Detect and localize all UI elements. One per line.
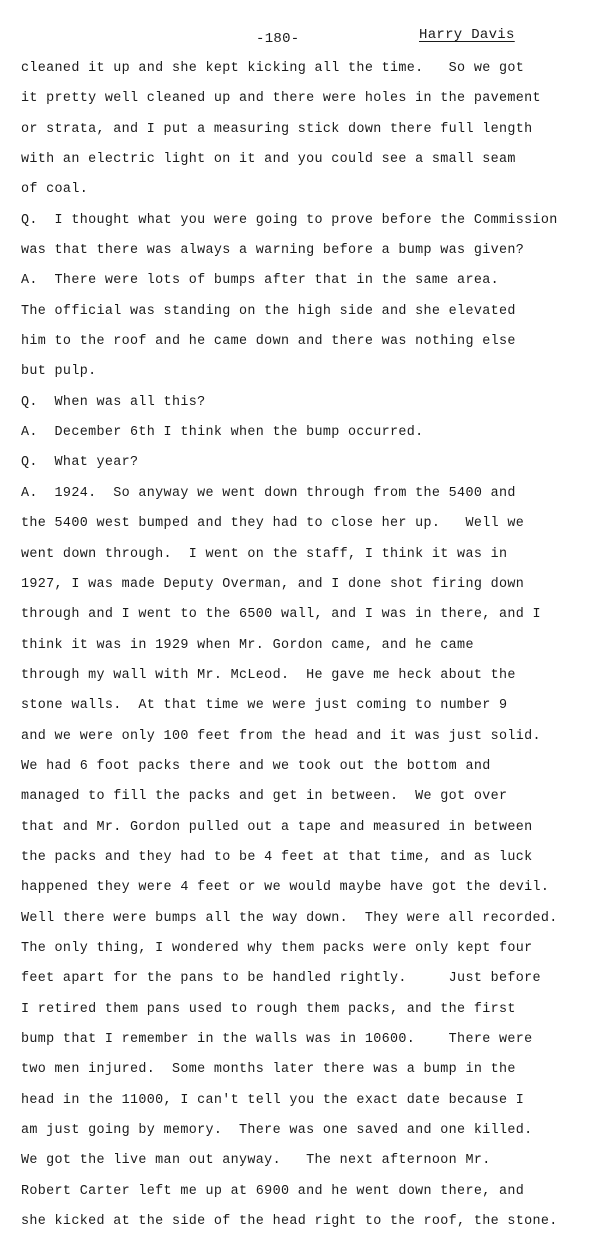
text-line: through and I went to the 6500 wall, and I was in there, and I [21, 607, 541, 623]
text-line: with an electric light on it and you could see a small seam [21, 152, 516, 168]
text-line: or strata, and I put a measuring stick down there full length [21, 121, 533, 137]
question-line: Q. When was all this? [21, 394, 206, 410]
text-line: head in the 11000, I can't tell you the exact date because I [21, 1092, 525, 1108]
text-line: We got the live man out anyway. The next afternoon Mr. [21, 1153, 491, 1169]
answer-line: A. There were lots of bumps after that in the same area. [21, 273, 499, 289]
text-line: and we were only 100 feet from the head and it was just solid. [21, 728, 541, 744]
text-line: stone walls. At that time we were just coming to number 9 [21, 698, 508, 714]
text-line: Well there were bumps all the way down. They were all recorded. [21, 910, 558, 926]
question-line: Q. What year? [21, 455, 139, 471]
text-line: The official was standing on the high side and she elevated [21, 303, 516, 319]
text-line: of coal. [21, 182, 89, 198]
text-line: I retired them pans used to rough them packs, and the first [21, 1001, 516, 1017]
text-line: Robert Carter left me up at 6900 and he went down there, and [21, 1183, 525, 1199]
text-line: the 5400 west bumped and they had to close her up. Well we [21, 516, 525, 532]
question-line: Q. I thought what you were going to prove before the Commission [21, 212, 558, 228]
text-line: managed to fill the packs and get in between. We got over [21, 789, 508, 805]
text-line: We had 6 foot packs there and we took out the bottom and [21, 758, 491, 774]
text-line: The only thing, I wondered why them packs were only kept four [21, 940, 533, 956]
text-line: the packs and they had to be 4 feet at that time, and as luck [21, 849, 533, 865]
answer-line: A. December 6th I think when the bump occurred. [21, 425, 424, 441]
text-line: 1927, I was made Deputy Overman, and I done shot firing down [21, 576, 525, 592]
text-line: went down through. I went on the staff, I think it was in [21, 546, 508, 562]
text-line: that and Mr. Gordon pulled out a tape and measured in between [21, 819, 533, 835]
text-line: but pulp. [21, 364, 97, 380]
text-line: feet apart for the pans to be handled rightly. Just before [21, 971, 541, 987]
text-line: cleaned it up and she kept kicking all the time. So we got [21, 61, 525, 76]
text-line: it pretty well cleaned up and there were holes in the pavement [21, 91, 541, 107]
transcript-body [21, 54, 607, 1237]
text-line: she kicked at the side of the head right to the roof, the stone. [21, 1214, 558, 1230]
witness-name-header: Harry Davis [419, 27, 515, 43]
text-line: through my wall with Mr. McLeod. He gave me heck about the [21, 667, 516, 683]
text-line: am just going by memory. There was one saved and one killed. [21, 1123, 533, 1139]
text-line: two men injured. Some months later there was a bump in the [21, 1062, 516, 1078]
text-line: him to the roof and he came down and there was nothing else [21, 334, 516, 350]
page-number: -180- [256, 31, 300, 47]
text-line: happened they were 4 feet or we would maybe have got the devil. [21, 880, 550, 896]
text-line: think it was in 1929 when Mr. Gordon came, and he came [21, 637, 474, 653]
text-line: was that there was always a warning before a bump was given? [21, 243, 525, 259]
answer-line: A. 1924. So anyway we went down through from the 5400 and [21, 485, 516, 501]
text-line: bump that I remember in the walls was in 10600. There were [21, 1032, 533, 1047]
